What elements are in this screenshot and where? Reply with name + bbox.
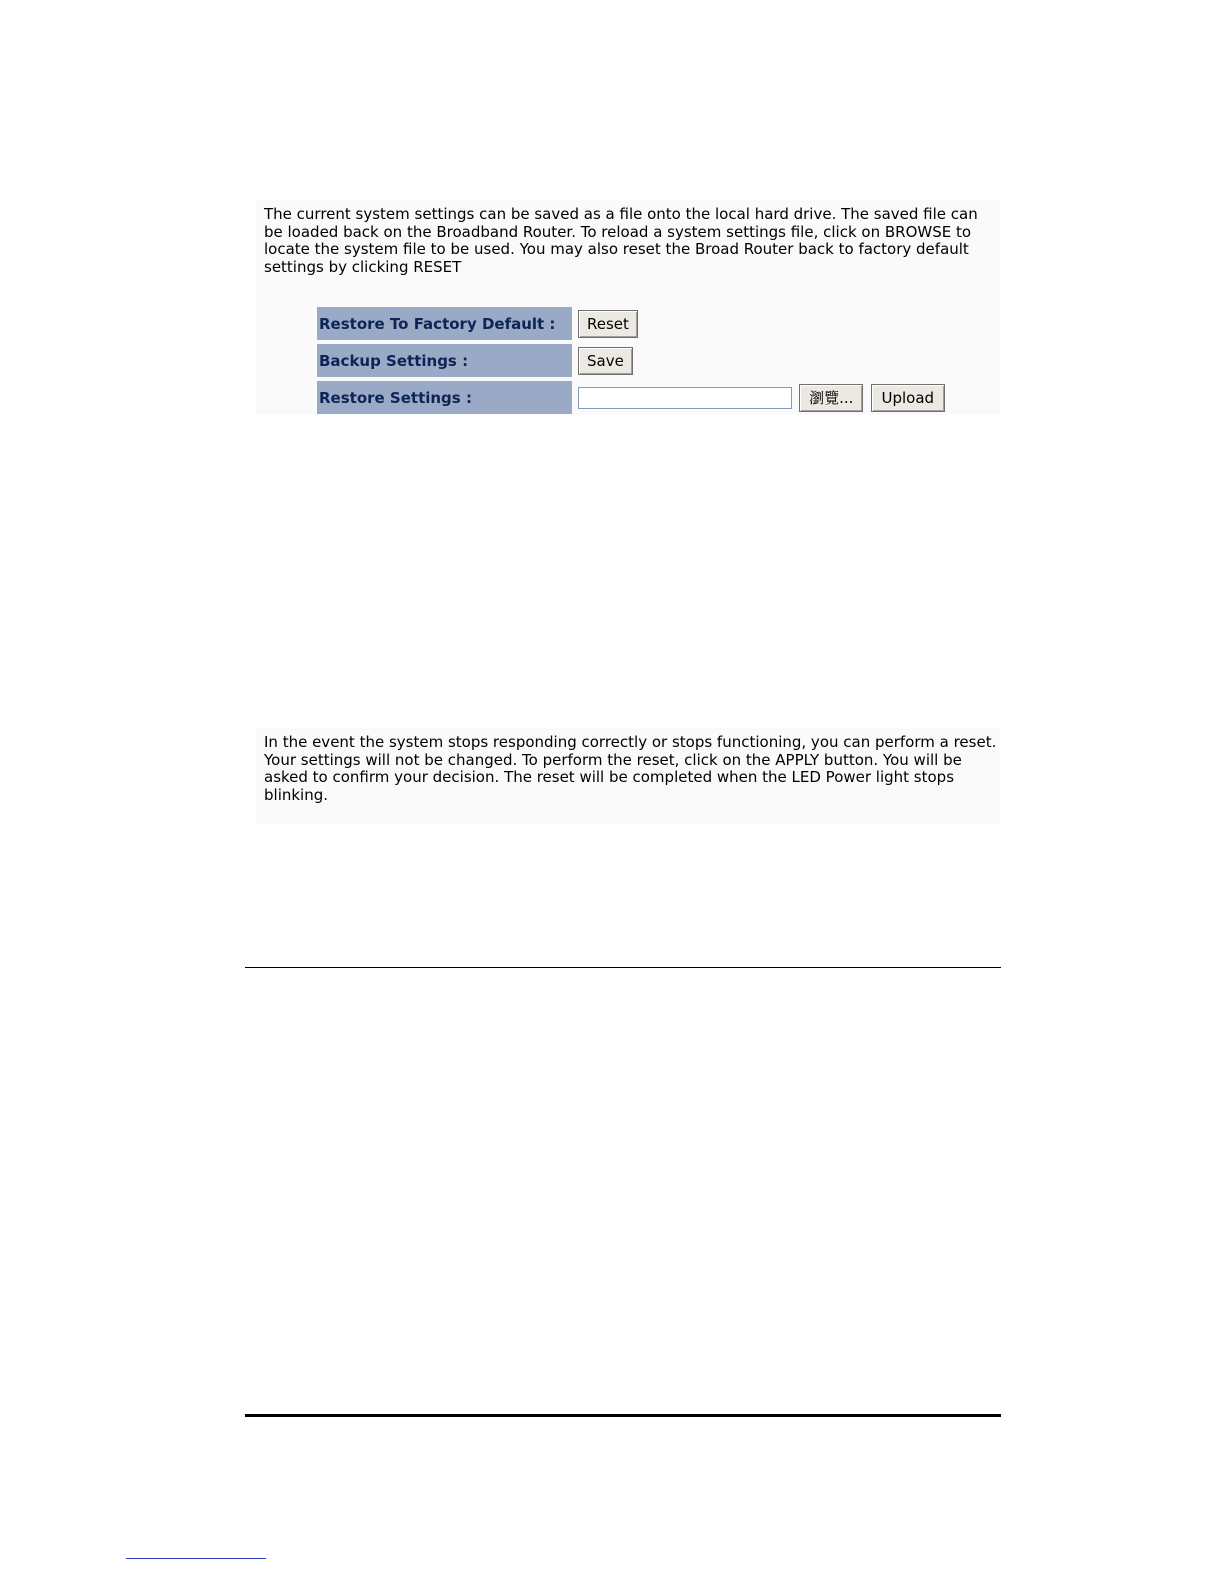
- backup-settings-row: [317, 344, 945, 377]
- browse-button[interactable]: 瀏覽...: [799, 384, 863, 412]
- save-button[interactable]: Save: [578, 347, 633, 375]
- factory-default-label: Restore To Factory Default :: [317, 307, 572, 340]
- backup-restore-panel: [256, 200, 1000, 415]
- section-divider: [245, 967, 1001, 968]
- backup-description: The current system settings can be saved as a file onto the local hard drive. The saved file can be loaded back on the Broadband Router. To reload a system settings file, click on BROWSE to locate the system file to be used. You may also reset the Broad Router back to factory default settings by clicking RESET: [264, 205, 978, 276]
- reset-button[interactable]: Reset: [578, 310, 638, 338]
- restore-settings-label: Restore Settings :: [317, 381, 572, 414]
- system-reset-panel: [256, 728, 1000, 824]
- settings-table: [317, 303, 945, 418]
- backup-settings-label: Backup Settings :: [317, 344, 572, 377]
- upload-button[interactable]: Upload: [871, 384, 946, 412]
- factory-default-row: [317, 307, 945, 340]
- file-path-input[interactable]: [578, 387, 792, 409]
- footnote-separator: [126, 1558, 266, 1559]
- restore-settings-row: [317, 381, 945, 414]
- factory-default-controls: [572, 307, 945, 340]
- backup-settings-controls: [572, 344, 945, 377]
- restore-settings-controls: [572, 381, 945, 414]
- reset-description: In the event the system stops responding correctly or stops functioning, you can perform a reset. Your settings will not be changed. To perform the reset, click on the APPLY button. You will be asked to confirm your decision. The reset will be completed when the LED Power light stops blinking.: [264, 733, 997, 804]
- page-footer-rule: [245, 1414, 1001, 1417]
